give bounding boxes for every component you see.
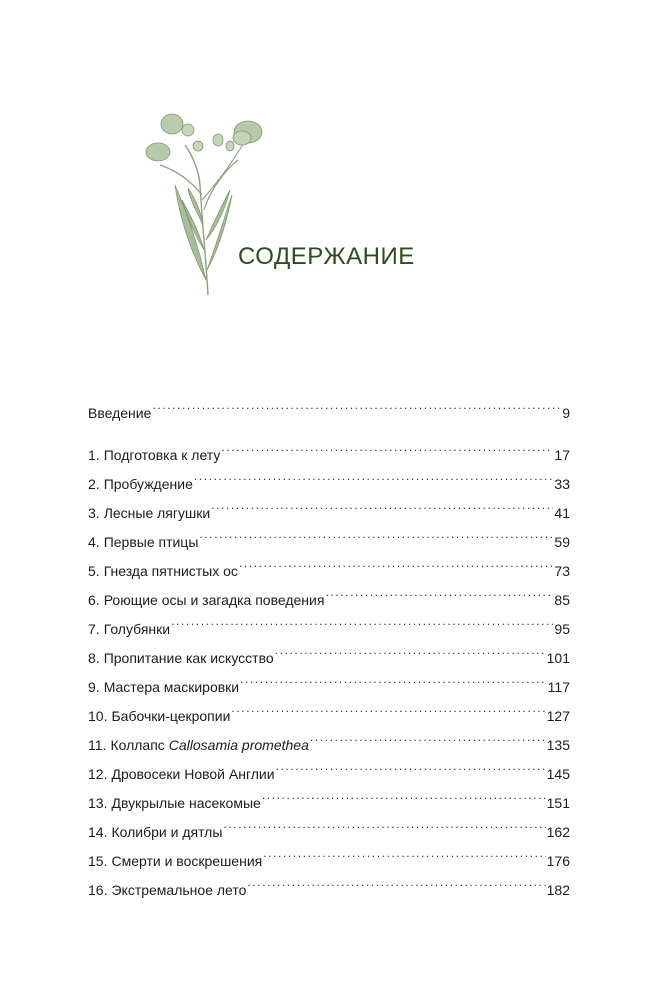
toc-entry-label: Колибри и дятлы <box>111 824 223 840</box>
toc-entry[interactable] <box>88 672 570 695</box>
toc-entry[interactable] <box>88 701 570 724</box>
toc-entry-number: 9. <box>88 679 100 695</box>
toc-entry[interactable] <box>88 846 570 869</box>
toc-entry-page: 85 <box>554 592 570 608</box>
toc-entry[interactable] <box>88 730 570 753</box>
toc-entry-label: Бабочки-цекропии <box>111 708 231 724</box>
toc-entry-number: 16. <box>88 882 108 898</box>
toc-entry-number: 15. <box>88 853 108 869</box>
toc-entry-number: 4. <box>88 534 100 550</box>
toc-entry[interactable] <box>88 556 570 579</box>
toc-entry[interactable] <box>88 585 570 608</box>
dot-leader <box>152 398 561 418</box>
dot-leader <box>275 643 546 663</box>
dot-leader <box>239 556 553 576</box>
toc-entry-label-italic: Callosamia promethea <box>168 737 309 753</box>
toc-entry-number: 7. <box>88 621 100 637</box>
dot-leader <box>263 846 545 866</box>
dot-leader <box>171 614 553 634</box>
toc-entry-number: 5. <box>88 563 100 579</box>
toc-entry-page: 176 <box>546 853 570 869</box>
toc-entry-page: 73 <box>554 563 570 579</box>
toc-entry-number: 2. <box>88 476 100 492</box>
toc-entry-page: 145 <box>546 766 570 782</box>
toc-entry-label: Пропитание как искусство <box>103 650 274 666</box>
toc-entry[interactable] <box>88 759 570 782</box>
toc-entry[interactable] <box>88 643 570 666</box>
toc-entry-number: 13. <box>88 795 108 811</box>
toc-entry-page: 182 <box>546 882 570 898</box>
toc-entry-page: 59 <box>554 534 570 550</box>
toc-entry-label: Лесные лягушки <box>103 505 211 521</box>
toc-entry-label: Экстремальное лето <box>111 882 247 898</box>
toc-entry-number: 12. <box>88 766 108 782</box>
dot-leader <box>240 672 547 692</box>
toc-entry-label: Первые птицы <box>103 534 199 550</box>
toc-entry-label: Голубянки <box>103 621 171 637</box>
toc-entry-label: Дровосеки Новой Англии <box>111 766 275 782</box>
toc-entry-label: Введение <box>88 405 152 421</box>
toc-entry-intro[interactable] <box>88 398 570 421</box>
toc-entry[interactable] <box>88 875 570 898</box>
dot-leader <box>276 759 546 779</box>
toc-entry-label: Коллапс <box>110 737 165 753</box>
toc-entry-page: 127 <box>546 708 570 724</box>
toc-entry-label: Роющие осы и загадка поведения <box>103 592 325 608</box>
toc-entry-page: 151 <box>546 795 570 811</box>
toc-entry-label: Подготовка к лету <box>103 447 221 463</box>
toc-entry-number: 14. <box>88 824 108 840</box>
toc-entry-label: Гнезда пятнистых ос <box>103 563 238 579</box>
toc-entry[interactable] <box>88 788 570 811</box>
toc-entry-label: Пробуждение <box>103 476 193 492</box>
toc-entry[interactable] <box>88 817 570 840</box>
toc-entry-page: 117 <box>547 679 570 695</box>
dot-leader <box>231 701 545 721</box>
toc-entry-page: 33 <box>554 476 570 492</box>
toc-entry-page: 135 <box>546 737 570 753</box>
toc-entry-number: 11. <box>88 737 107 753</box>
toc-entry-number: 6. <box>88 592 100 608</box>
toc-entry-page: 41 <box>554 505 570 521</box>
dot-leader <box>247 875 545 895</box>
toc-entry-page: 162 <box>546 824 570 840</box>
toc-entry[interactable] <box>88 498 570 521</box>
toc-entry-number: 8. <box>88 650 100 666</box>
toc-entry[interactable] <box>88 614 570 637</box>
dot-leader <box>194 469 554 489</box>
toc-entry-page: 101 <box>546 650 570 666</box>
toc-entry[interactable] <box>88 527 570 550</box>
toc-entry-number: 3. <box>88 505 100 521</box>
dot-leader <box>262 788 546 808</box>
toc-entry-number: 10. <box>88 708 108 724</box>
toc-entry-label: Мастера маскировки <box>103 679 240 695</box>
toc-entry-page: 95 <box>554 621 570 637</box>
toc-entry[interactable] <box>88 440 570 463</box>
toc-entry-page: 17 <box>554 447 570 463</box>
toc-entry-number: 1. <box>88 447 100 463</box>
dot-leader <box>223 817 545 837</box>
toc-entry[interactable] <box>88 469 570 492</box>
dot-leader <box>310 730 546 750</box>
page-title: СОДЕРЖАНИЕ <box>238 243 415 270</box>
dot-leader <box>199 527 553 547</box>
dot-leader <box>211 498 553 518</box>
dot-leader <box>221 440 553 460</box>
toc-entry-label: Смерти и воскрешения <box>111 853 263 869</box>
toc-entry-label: Двукрылые насекомые <box>111 795 261 811</box>
dot-leader <box>325 585 553 605</box>
toc-entry-page: 9 <box>562 405 570 421</box>
